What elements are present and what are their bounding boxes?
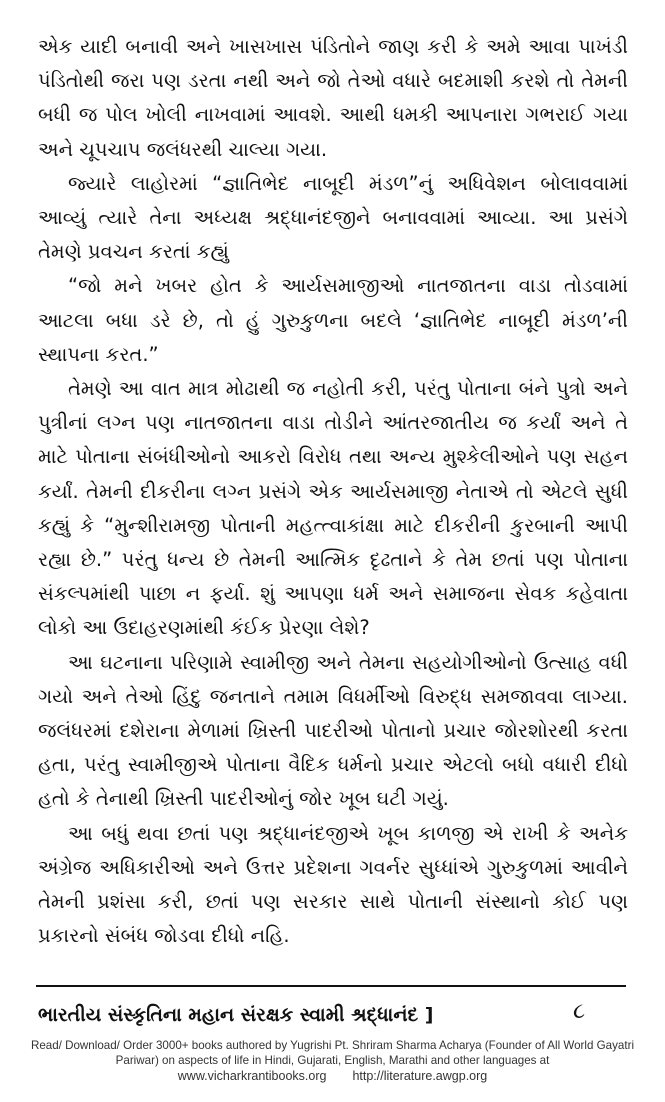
body-text	[38, 30, 628, 953]
paragraph-6: આ બધું થવા છતાં પણ શ્રદ્ધાનંદજીએ ખૂબ કાળજી એ રાખી કે અનેક અંગ્રેજ અધિકારીઓ અને ઉત્તર પ્રદેશના ગવર્નર સુધ્ધાંએ ગુરુકુળમાં આવીને તેમની પ્રશંસા કરી, છતાં પણ સરકાર સાથે પોતાની સંસ્થાનો કોઈ પણ પ્રકારનો સંબંધ જોડવા દીધો નહિ.	[38, 821, 628, 948]
paragraph-5: આ ઘટનાના પરિણામે સ્વામીજી અને તેમના સહયોગીઓનો ઉત્સાહ વધી ગયો અને તેઓ હિંદુ જનતાને તમામ વિધર્મીઓ વિરુદ્ધ સમજાવવા લાગ્યા. જલંધરમાં દશેરાના મેળામાં ખ્રિસ્તી પાદરીઓ પોતાનો પ્રચાર જોરશોરથી કરતા હતા, પરંતુ સ્વામીજીએ પોતાના વૈદિક ધર્મનો પ્રચાર એટલો બધો વધારી દીધો હતો કે તેનાથી ખ્રિસ્તી પાદરીઓનું જોર ખૂબ ઘટી ગયું.	[38, 650, 628, 811]
link-vicharkrantibooks[interactable]: www.vicharkrantibooks.org	[177, 1069, 327, 1083]
running-footer-title: ભારતીય સંસ્કૃતિના મહાન સંરક્ષક સ્વામી શ્રદ્ધાનંદ ]	[38, 1004, 434, 1026]
promo-links	[10, 1068, 655, 1084]
paragraph-4: તેમણે આ વાત માત્ર મોઢાથી જ નહોતી કરી, પરંતુ પોતાના બંને પુત્રો અને પુત્રીનાં લગ્ન પણ નાતજાતના વાડા તોડીને આંતરજાતીય જ કર્યાં અને તે માટે પોતાના સંબંધીઓનો આકરો વિરોધ તથા અન્ય મુશ્કેલીઓને પણ સહન કર્યાં. તેમની દીકરીના લગ્ન પ્રસંગે એક આર્યસમાજી નેતાએ તો એટલે સુધી કહ્યું કે “મુન્શીરામજી પોતાની મહત્ત્વાકાંક્ષા માટે દીકરીની કુરબાની આપી રહ્યા છે.” પરંતુ ધન્ય છે તેમની આત્મિક દૃઢતાને કે તેમ છતાં પણ પોતાના સંકલ્પમાંથી પાછા ન ફર્યા. શું આપણા ધર્મ અને સમાજના સેવક કહેવાતા લોકો આ ઉદાહરણમાંથી કંઈક પ્રેરણા લેશે?	[38, 377, 628, 640]
paragraph-3-quote: “જો મને ખબર હોત કે આર્યસમાજીઓ નાતજાતના વાડા તોડવામાં આટલા બધા ડરે છે, તો હું ગુરુકુળના બદલે ‘જ્ઞાતિભેદ નાબૂદી મંડળ’ની સ્થાપના કરત.”	[38, 274, 628, 366]
footer-divider	[36, 985, 626, 987]
link-literature-awgp[interactable]: http://literature.awgp.org	[352, 1069, 488, 1083]
paragraph-2: જ્યારે લાહોરમાં “જ્ઞાતિભેદ નાબૂદી મંડળ”નું અધિવેશન બોલાવવામાં આવ્યું ત્યારે તેના અધ્યક્ષ શ્રદ્ધાનંદજીને બનાવવામાં આવ્યા. આ પ્રસંગે તેમણે પ્રવચન કરતાં કહ્યું	[38, 171, 628, 264]
paragraph-1: એક યાદી બનાવી અને ખાસખાસ પંડિતોને જાણ કરી કે અમે આવા પાખંડી પંડિતોથી જરા પણ ડરતા નથી અને જો તેઓ વધારે બદમાશી કરશે તો તેમની બધી જ પોલ ખોલી નાખવામાં આવશે. આથી ધમકી આપનારા ગભરાઈ ગયા અને ચૂપચાપ જલંધરથી ચાલ્યા ગયા.	[38, 35, 628, 161]
page-number: ૮	[573, 999, 586, 1024]
promo-text: Read/ Download/ Order 3000+ books authored by Yugrishi Pt. Shriram Sharma Acharya (Founder of All World Gayatri Pariwar) on aspects of life in Hindi, Gujarati, English, Marathi and other languages at	[30, 1039, 635, 1067]
